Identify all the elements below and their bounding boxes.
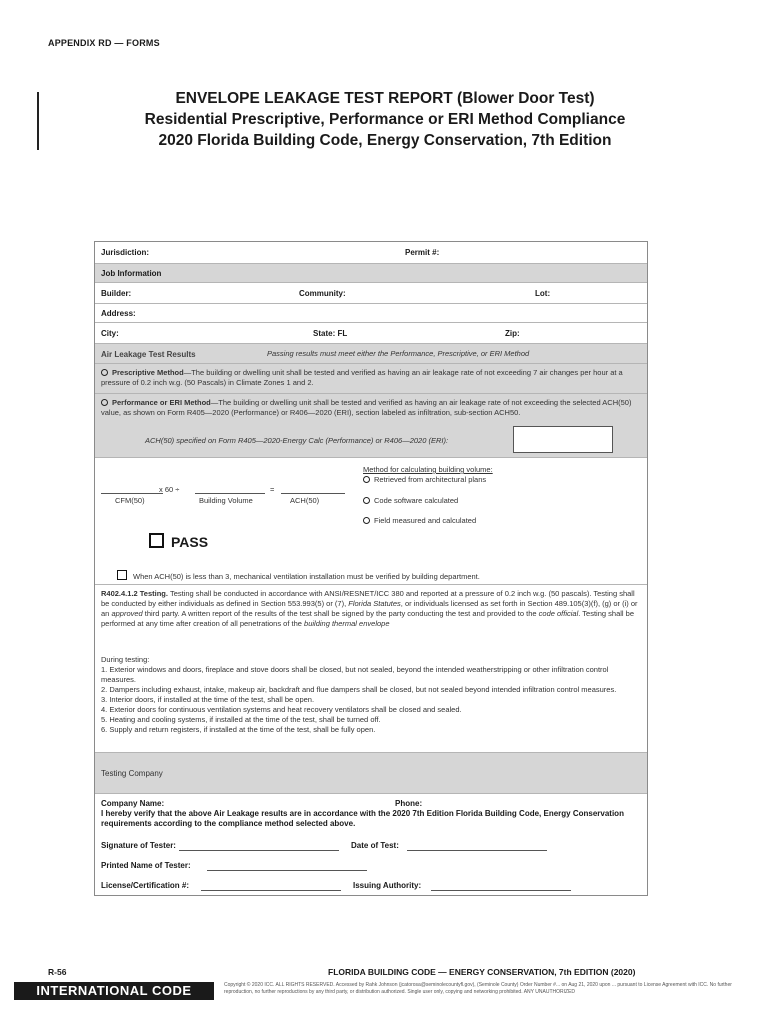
date-line[interactable]	[407, 850, 547, 851]
city-label[interactable]: City:	[101, 329, 119, 338]
issuing-authority-line[interactable]	[431, 890, 571, 891]
prescriptive-method-text	[101, 368, 641, 388]
printed-name-label: Printed Name of Tester:	[101, 861, 191, 870]
copyright-notice: Copyright © 2020 ICC. ALL RIGHTS RESERVED. Accessed by Rahk Johnson (jcatorosa@seminolecountyfl.gov), (Seminole County) Order Number #... on Aug 21, 2020 upon ... pursuant to License Agreement with ICC. No further reproduction, no further reproductions by any third party, or distribution authorized. Single user only, copying and networking prohibited. ANY UNAUTHORIZED	[224, 982, 732, 995]
license-label: License/Certification #:	[101, 881, 190, 890]
appendix-label: APPENDIX RD — FORMS	[48, 38, 160, 48]
volume-option-software[interactable]: Code software calculated	[363, 496, 458, 506]
cfm-input-line[interactable]	[101, 493, 163, 494]
revision-bar	[37, 92, 39, 150]
prescriptive-radio[interactable]	[101, 369, 108, 376]
address-row	[95, 304, 647, 323]
ventilation-divider	[95, 584, 647, 585]
results-note: Passing results must meet either the Performance, Prescriptive, or ERI Method	[267, 349, 530, 358]
state-label: State: FL	[313, 329, 348, 338]
jurisdiction-label: Jurisdiction:	[101, 248, 150, 257]
zip-label[interactable]: Zip:	[505, 329, 520, 338]
prescriptive-title: Prescriptive Method	[112, 368, 184, 377]
ventilation-checkbox[interactable]	[117, 570, 127, 580]
city-row	[95, 323, 647, 344]
jurisdiction-row	[95, 242, 647, 264]
prescriptive-method-row	[95, 364, 647, 394]
performance-method-text	[101, 398, 641, 418]
times-60-sign: x 60 ÷	[159, 485, 180, 494]
ach-specified-input[interactable]	[513, 426, 613, 453]
testing-paragraph: R402.4.1.2 Testing. Testing shall be conducted in accordance with ANSI/RESNET/ICC 380 and reported at a pressure of 0.2 inch w.g. (50 pascals). Testing shall be conducted by either individuals as defined in Section 553.993(5) or (7), Florida Statutes, or individuals licensed as set forth in Section 489.105(3)(f), (g) or (i) or an approved third party. A written report of the results of the test shall be signed by the party conducting the test and provided to the code official. Testing shall be performed at any time after creation of all penetrations of the building thermal envelope	[101, 589, 638, 628]
volume-option-plans-radio[interactable]	[363, 476, 370, 483]
lot-label[interactable]: Lot:	[535, 289, 551, 298]
report-code-edition: 2020 Florida Building Code, Energy Conservation, 7th Edition	[158, 132, 612, 149]
license-line[interactable]	[201, 890, 341, 891]
testing-step: 4. Exterior doors for continuous ventilation systems and heat recovery ventilators shall be closed and sealed.	[101, 705, 462, 714]
permit-label: Permit #:	[405, 248, 440, 257]
pass-label: PASS	[171, 534, 209, 550]
ventilation-note: When ACH(50) is less than 3, mechanical ventilation installation must be verified by building department.	[133, 572, 480, 581]
ach-specified-label: ACH(50) specified on Form R405—2020-Energy Calc (Performance) or R406—2020 (ERI):	[145, 436, 449, 445]
report-title: ENVELOPE LEAKAGE TEST REPORT (Blower Door Test)	[175, 90, 595, 107]
printed-name-line[interactable]	[207, 870, 367, 871]
community-label[interactable]: Community:	[299, 289, 346, 298]
prescriptive-description: —The building or dwelling unit shall be tested and verified as having an air leakage rate of not exceeding 7 air changes per hour at a pressure of 0.2 inch w.g. (50 Pascals) in Climate Zones 1 and 2.	[101, 368, 623, 387]
verification-statement: I hereby verify that the above Air Leakage results are in accordance with the 2020 7th Edition Florida Building Code, Energy Conservation requirements according to the compliance method selected above.	[101, 809, 624, 828]
volume-option-field-radio[interactable]	[363, 517, 370, 524]
footer-code-title: FLORIDA BUILDING CODE — ENERGY CONSERVATION, 7th EDITION (2020)	[328, 967, 636, 977]
during-testing-list	[101, 655, 641, 735]
results-heading: Air Leakage Test Results	[101, 350, 196, 359]
company-name-label[interactable]: Company Name:	[101, 799, 165, 808]
ach-label: ACH(50)	[290, 496, 320, 505]
date-label: Date of Test:	[351, 841, 399, 850]
volume-input-line[interactable]	[195, 493, 265, 494]
volume-option-field[interactable]: Field measured and calculated	[363, 516, 476, 526]
equals-sign: =	[270, 485, 275, 494]
pass-checkbox[interactable]	[149, 533, 164, 548]
job-info-heading-row	[95, 264, 647, 283]
report-subtitle: Residential Prescriptive, Performance or ERI Method Compliance	[144, 111, 626, 128]
building-volume-label: Building Volume	[199, 496, 253, 505]
results-heading-row	[95, 344, 647, 364]
ach-result-line[interactable]	[281, 493, 345, 494]
builder-label[interactable]: Builder:	[101, 289, 132, 298]
testing-step: 5. Heating and cooling systems, if installed at the time of the test, shall be turned off.	[101, 715, 381, 724]
performance-radio[interactable]	[101, 399, 108, 406]
volume-method-heading: Method for calculating building volume:	[363, 465, 493, 474]
phone-label[interactable]: Phone:	[395, 799, 423, 808]
testing-company-heading: Testing Company	[101, 769, 163, 778]
testing-step: 1. Exterior windows and doors, fireplace and stove doors shall be closed, but not sealed, beyond the intended weatherstripping or other infiltration control measures.	[101, 665, 609, 684]
testing-step: 2. Dampers including exhaust, intake, makeup air, backdraft and flue dampers shall be closed, but not sealed beyond intended infiltration control measures.	[101, 685, 617, 694]
performance-description: —The building or dwelling unit shall be tested and verified as having an air leakage rate of not exceeding the selected ACH(50) value, as shown on Form R405—2020 (Performance) or R406—2020 (ERI), section labeled as infiltration, sub-section ACH50.	[101, 398, 632, 417]
testing-step: 3. Interior doors, if installed at the time of the test, shall be open.	[101, 695, 315, 704]
address-label[interactable]: Address:	[101, 309, 136, 318]
during-testing-label: During testing:	[101, 655, 150, 664]
signature-label: Signature of Tester:	[101, 841, 176, 850]
job-info-heading: Job Information	[101, 269, 162, 278]
volume-option-software-radio[interactable]	[363, 497, 370, 504]
page-number: R-56	[48, 967, 67, 977]
signature-line[interactable]	[179, 850, 339, 851]
icc-logo: INTERNATIONAL CODE COUNCIL®	[14, 982, 214, 1000]
cfm-label: CFM(50)	[115, 496, 145, 505]
testing-company-heading-row	[95, 752, 647, 794]
testing-step: 6. Supply and return registers, if installed at the time of the test, shall be fully open.	[101, 725, 376, 734]
leakage-test-form	[94, 241, 648, 896]
testing-ref: R402.4.1.2 Testing.	[101, 589, 168, 598]
volume-option-plans[interactable]: Retrieved from architectural plans	[363, 475, 486, 485]
performance-title: Performance or ERI Method	[112, 398, 211, 407]
builder-row	[95, 283, 647, 304]
issuing-authority-label: Issuing Authority:	[353, 881, 422, 890]
